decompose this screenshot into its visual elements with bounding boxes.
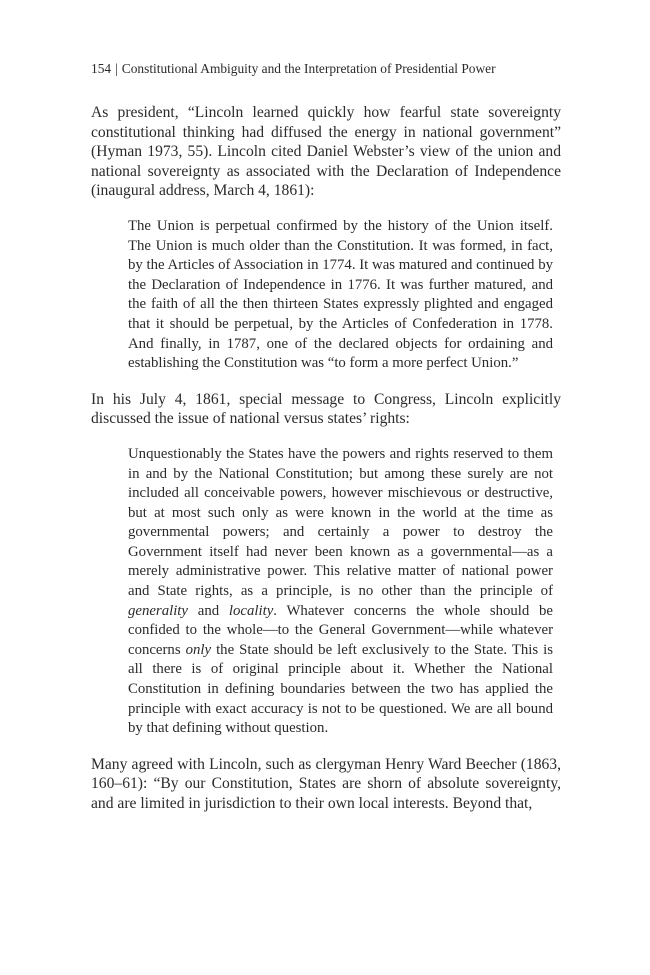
quote-2-italic-locality: locality — [228, 602, 274, 619]
block-quote-1 — [128, 217, 553, 374]
quote-2-italic-only: only — [185, 641, 212, 658]
running-header — [91, 60, 561, 78]
quote-2-part-2: and — [188, 602, 229, 619]
book-page — [91, 60, 561, 814]
quote-2-text — [128, 445, 553, 739]
quote-2-part-4: the State should be left exclusively to the State. This is all there is of original principle about it. Whether the National Constitution in defining boundaries between the two has applied the principle with exact accuracy is not to be questioned. We are all bound by that defining without question. — [128, 641, 553, 737]
page-number: 154 — [91, 61, 112, 76]
quote-2-italic-generality: generality — [128, 602, 188, 619]
paragraph-2: In his July 4, 1861, special message to Congress, Lincoln explicitly discussed the issue of national versus states’ rights: — [91, 390, 561, 428]
paragraph-1: As president, “Lincoln learned quickly how fearful state sovereignty constitutional thinking had diffused the energy in national government” (Hyman 1973, 55). Lincoln cited Daniel Webster’s view of the union and national sovereignty as associated with the Declaration of Independence (inaugural address, March 4, 1861): — [91, 104, 561, 200]
quote-2-part-1: Unquestionably the States have the powers and rights reserved to them in and by the National Constitution; but among these surely are not included all conceivable powers, however mischievous or destructive, but at most such only as were known in the world at the time as governmental powers; and certainly a power to destroy the Government itself had never been known as a governmental—as a merely administrative power. This relative matter of national power and State rights, as a principle, is no other than the principle of — [128, 445, 553, 600]
quote-1-text: The Union is perpetual confirmed by the history of the Union itself. The Union is much older than the Constitution. It was formed, in fact, by the Articles of Association in 1774. It was matured and continued by the Declaration of Independence in 1776. It was further matured, and the faith of all the then thirteen States expressly plighted and engaged that it should be perpetual, by the Articles of Confederation in 1778. And finally, in 1787, one of the declared objects for ordaining and establishing the Constitution was “to form a more perfect Union.” — [128, 217, 553, 372]
block-quote-2 — [128, 445, 553, 739]
paragraph-3: Many agreed with Lincoln, such as clergyman Henry Ward Beecher (1863, 160–61): “By our Constitution, States are shorn of absolute sovereignty, and are limited in jurisdiction to their own local interests. Beyond that, — [91, 755, 561, 812]
header-separator: | — [115, 61, 118, 76]
quote-2-part-3: . Whatever concerns the whole should be confided to the whole—to the General Government—while whatever concerns — [128, 602, 554, 658]
running-title: Constitutional Ambiguity and the Interpretation of Presidential Power — [121, 61, 496, 76]
